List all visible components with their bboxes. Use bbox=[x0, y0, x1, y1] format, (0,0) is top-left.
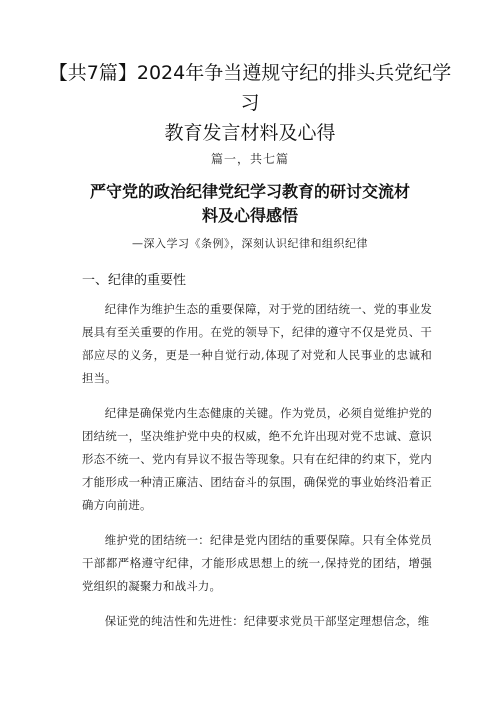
document-title-line-2: 教育发言材料及心得 bbox=[164, 122, 336, 144]
paragraph: 保证党的纯洁性和先进性：纪律要求党员干部坚定理想信念，维 bbox=[104, 614, 430, 628]
paragraph: 纪律作为维护生态的重要保障，对于党的团结统一、党的事业发展具有至关重要的作用。在党的领导下，纪律的遵守不仅是党员、干部应尽的义务，更是一种自觉行动,体现了对党和人民事业的忠诚和担当。 bbox=[82, 302, 432, 385]
section-heading: 一、纪律的重要性 bbox=[82, 273, 187, 288]
article-subtitle: —深入学习《条例》，深刻认识纪律和组织纪律 bbox=[132, 237, 368, 250]
document-title bbox=[40, 58, 460, 148]
article-title-line-1: 严守党的政治纪律党纪学习教育的研讨交流材 bbox=[89, 182, 410, 201]
document-title-line-1: 【共7篇】2024年争当遵规守纪的排头兵党纪学习 bbox=[48, 62, 452, 114]
article-title bbox=[60, 180, 440, 228]
body-text bbox=[82, 298, 432, 645]
paragraph: 维护党的团结统一：纪律是党内团结的重要保障。只有全体党员干部都严格遵守纪律，才能形成思想上的统一,保持党的团结，增强党组织的凝聚力和战斗力。 bbox=[82, 533, 432, 593]
part-label: 篇一，共七篇 bbox=[210, 152, 289, 166]
article-title-line-2: 料及心得感悟 bbox=[201, 206, 298, 225]
paragraph: 纪律是确保党内生态健康的关键。作为党员，必须自觉维护党的团结统一，坚决维护党中央的权威，绝不允许出现对党不忠诚、意识形态不统一、党内有异议不报告等现象。只有在纪律的约束下，党内才能形成一种清正廉洁、团结奋斗的氛围，确保党的事业始终沿着正确方向前进。 bbox=[82, 406, 432, 512]
